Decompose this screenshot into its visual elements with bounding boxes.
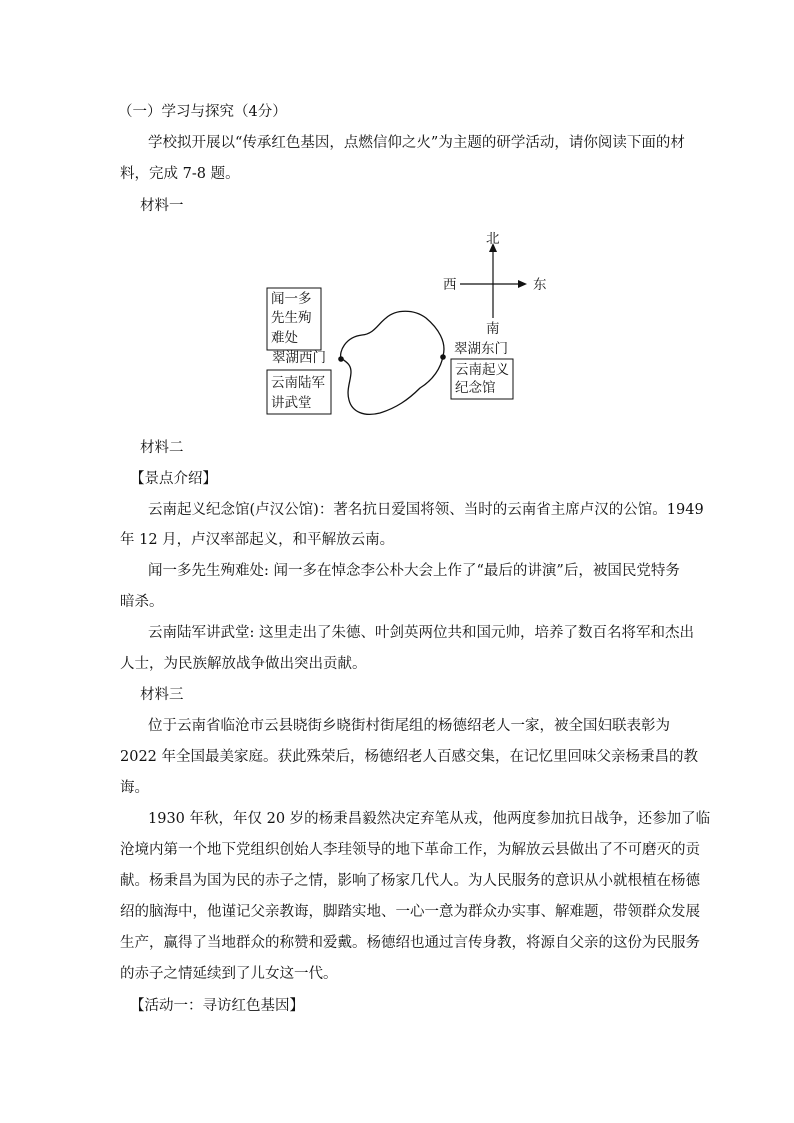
m3-p2-line-4: 绍的脑海中，他谨记父亲教诲，脚踏实地、一心一意为群众办实事、解难题，带领群众发展 xyxy=(120,904,700,920)
east-label: 东 xyxy=(533,277,547,293)
qiyi-line-1: 云南起义 xyxy=(455,362,509,378)
qiyi-line-2: 纪念馆 xyxy=(455,380,496,396)
m3-p2-line-3: 献。杨秉昌为国为民的赤子之情，影响了杨家几代人。为人民服务的意识从小就根植在杨德 xyxy=(120,873,700,889)
jiangwutang-box xyxy=(267,370,331,414)
west-label: 西 xyxy=(443,277,457,293)
wen-box-line-1: 闻一多 xyxy=(271,291,312,307)
m2-p3-line-2: 人士，为民族解放战争做出突出贡献。 xyxy=(120,656,367,672)
m2-p2-line-2: 暗杀。 xyxy=(120,594,164,610)
m2-p3-line-1: 云南陆军讲武堂: 这里走出了朱德、叶剑英两位共和国元帅，培养了数百名将军和杰出 xyxy=(148,625,694,641)
material2-label: 材料二 xyxy=(140,440,184,456)
qiyi-memorial-box xyxy=(451,359,513,399)
m2-p2-line-1: 闻一多先生殉难处: 闻一多在悼念李公朴大会上作了“最后的讲演”后，被国民党特务 xyxy=(148,563,680,579)
m3-p1-line-1: 位于云南省临沧市云县晓街乡晓街村街尾组的杨德绍老人一家，被全国妇联表彰为 xyxy=(148,718,670,734)
west-gate-label: 翠湖西门 xyxy=(272,350,326,366)
jiangwutang-line-1: 云南陆军 xyxy=(271,375,325,391)
m3-p2-line-1: 1930 年秋，年仅 20 岁的杨秉昌毅然决定弃笔从戎，他两度参加抗日战争，还参加了临 xyxy=(148,811,711,827)
material1-label: 材料一 xyxy=(140,198,184,214)
material3-label: 材料三 xyxy=(140,687,184,703)
wen-box-line-2: 先生殉 xyxy=(271,310,312,326)
m2-p1-line-1: 云南起义纪念馆(卢汉公馆)：著名抗日爱国将领、当时的云南省主席卢汉的公馆。1949 xyxy=(148,502,704,518)
m3-p2-line-6: 的赤子之情延续到了儿女这一代。 xyxy=(120,966,338,982)
scenic-intro-heading: 【景点介绍】 xyxy=(130,471,217,487)
m3-p2-line-5: 生产，赢得了当地群众的称赞和爱戴。杨德绍也通过言传身教，将源自父亲的这份为民服务 xyxy=(120,935,700,951)
wen-yiduo-box xyxy=(267,288,321,350)
south-label: 南 xyxy=(486,321,500,337)
north-label: 北 xyxy=(486,231,500,247)
cuihu-lake-outline xyxy=(341,311,444,414)
cuihu-map xyxy=(0,0,794,440)
activity-1-heading: 【活动一：寻访红色基因】 xyxy=(130,998,304,1014)
intro-line-1: 学校拟开展以“传承红色基因，点燃信仰之火”为主题的研学活动，请你阅读下面的材 xyxy=(148,135,685,151)
m3-p1-line-2: 2022 年全国最美家庭。获此殊荣后，杨德绍老人百感交集，在记忆里回味父亲杨秉昌的教 xyxy=(120,749,699,765)
m3-p1-line-3: 诲。 xyxy=(120,780,149,796)
east-gate-label: 翠湖东门 xyxy=(454,341,508,357)
west-gate-dot xyxy=(338,356,344,362)
section-heading: （一）学习与探究（4分） xyxy=(118,104,287,120)
m3-p2-line-2: 沧境内第一个地下党组织创始人李珪领导的地下革命工作，为解放云县做出了不可磨灭的贡 xyxy=(120,842,700,858)
intro-line-2: 料，完成 7-8 题。 xyxy=(120,166,240,182)
jiangwutang-line-2: 讲武堂 xyxy=(271,395,312,411)
m2-p1-line-2: 年 12 月，卢汉率部起义，和平解放云南。 xyxy=(120,532,395,548)
compass-rose xyxy=(443,231,547,337)
east-gate-dot xyxy=(440,354,446,360)
wen-box-line-3: 难处 xyxy=(271,330,298,346)
